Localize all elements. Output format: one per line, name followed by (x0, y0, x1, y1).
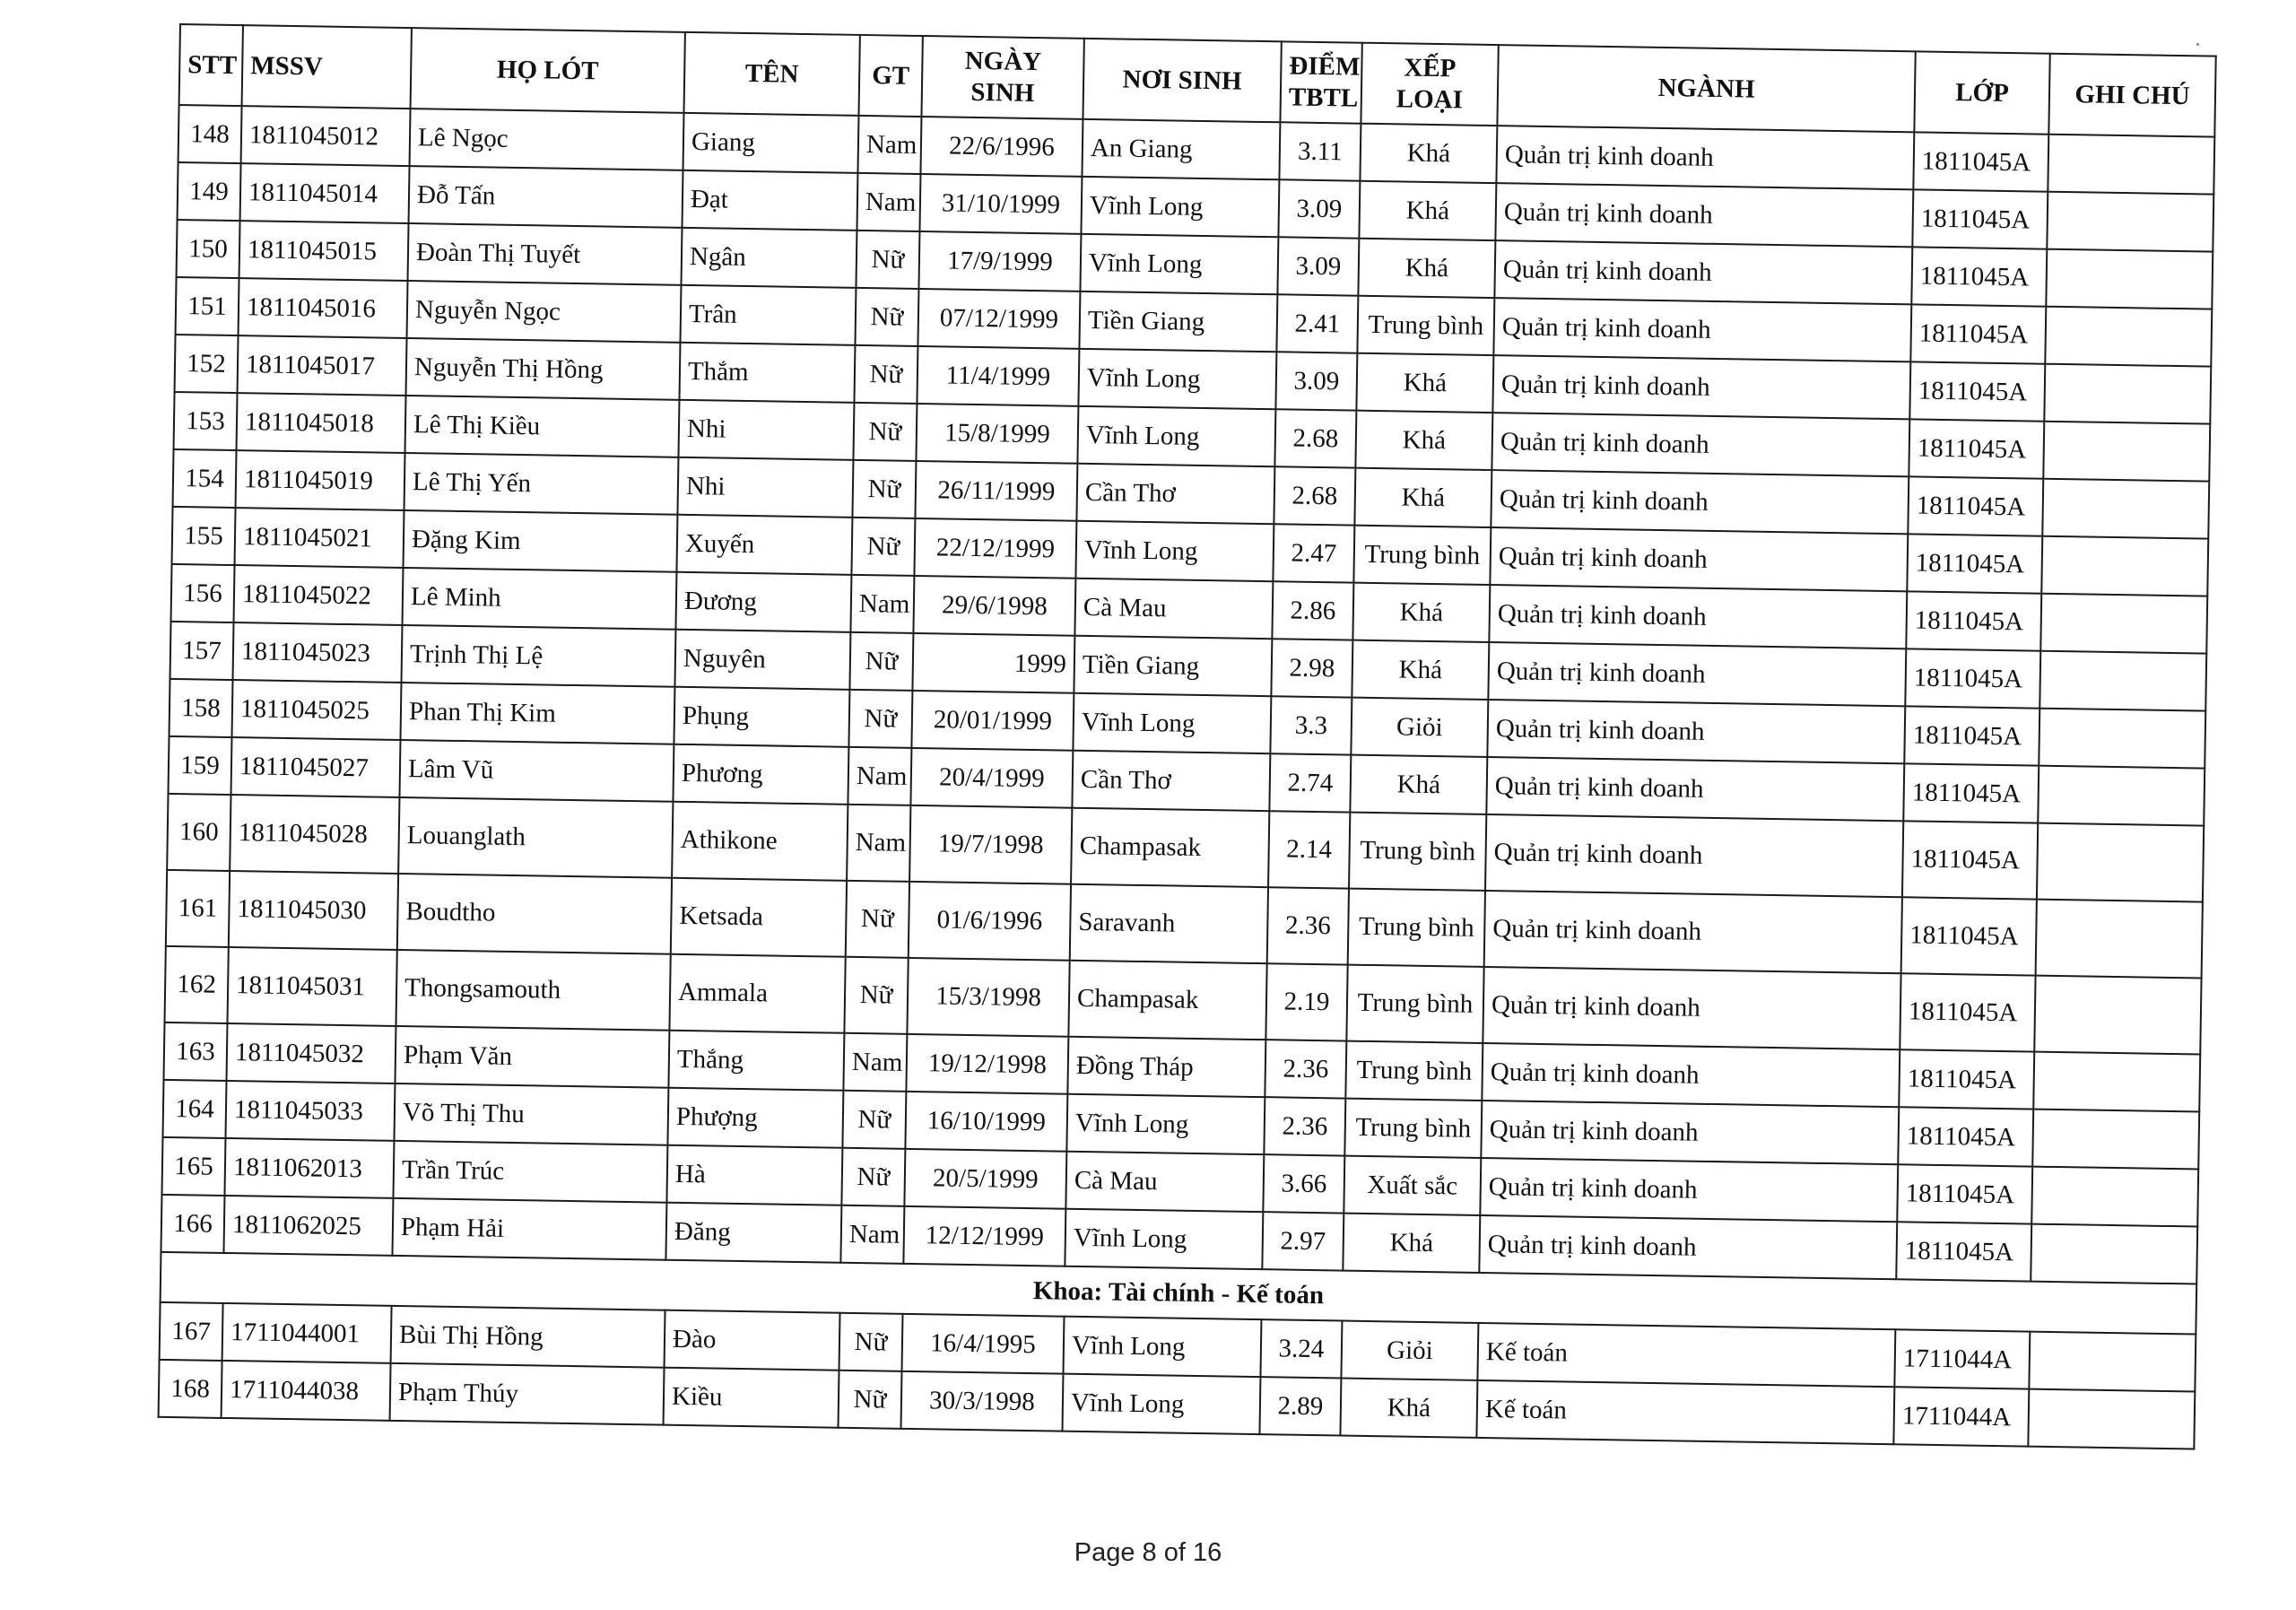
cell-ghi-chu (2033, 1052, 2200, 1112)
cell-ghi-chu (2041, 536, 2208, 596)
cell-stt: 163 (163, 1023, 227, 1081)
cell-ghi-chu (2034, 976, 2201, 1055)
cell-stt: 151 (176, 277, 239, 335)
cell-lop: 1711044A (1894, 1329, 2030, 1388)
cell-mssv: 1811045027 (230, 737, 400, 797)
cell-diem-tbtl: 3.09 (1277, 237, 1359, 295)
cell-xep-loai: Xuất sắc (1344, 1156, 1481, 1215)
cell-nganh: Quản trị kinh doanh (1479, 1215, 1897, 1279)
cell-ghi-chu (2038, 766, 2205, 826)
cell-lop: 1811045A (1909, 419, 2044, 478)
cell-lop: 1811045A (1906, 591, 2041, 650)
cell-diem-tbtl: 2.47 (1273, 524, 1354, 582)
cell-ten: Phương (673, 744, 848, 805)
cell-ten: Đăng (665, 1203, 841, 1263)
cell-gt: Nam (848, 747, 911, 805)
cell-ngay-sinh: 20/4/1999 (910, 748, 1073, 808)
cell-xep-loai: Khá (1352, 640, 1489, 700)
cell-gt: Nữ (841, 1148, 905, 1206)
cell-lop: 1811045A (1899, 1049, 2034, 1109)
cell-ho-lot: Lê Thị Kiều (405, 396, 680, 457)
cell-lop: 1811045A (1901, 897, 2037, 975)
cell-nganh: Quản trị kinh doanh (1484, 891, 1902, 973)
cell-ghi-chu (2036, 900, 2203, 979)
cell-ngay-sinh: 1999 (912, 633, 1074, 693)
cell-gt: Nam (843, 1033, 907, 1092)
cell-ten: Ketsada (671, 878, 847, 957)
cell-ho-lot: Lê Thị Yến (404, 453, 679, 515)
cell-gt: Nữ (855, 288, 918, 346)
cell-xep-loai: Khá (1340, 1379, 1477, 1438)
cell-stt: 165 (161, 1137, 225, 1196)
header-ghi-chu: GHI CHÚ (2048, 54, 2215, 137)
cell-ngay-sinh: 12/12/1999 (903, 1206, 1065, 1266)
cell-ghi-chu (2043, 422, 2210, 482)
cell-lop: 1711044A (1893, 1387, 2029, 1446)
cell-ngay-sinh: 16/4/1995 (901, 1314, 1064, 1374)
cell-noi-sinh: Vĩnh Long (1062, 1374, 1260, 1434)
cell-diem-tbtl: 2.41 (1276, 294, 1358, 352)
cell-ten: Đào (665, 1310, 840, 1371)
cell-mssv: 1811045012 (241, 106, 411, 166)
cell-mssv: 1811045021 (235, 508, 404, 568)
cell-stt: 152 (175, 335, 239, 393)
cell-ngay-sinh: 19/7/1998 (909, 805, 1072, 884)
cell-diem-tbtl: 2.36 (1267, 887, 1349, 964)
cell-gt: Nam (857, 116, 921, 174)
cell-gt: Nam (850, 575, 914, 633)
cell-ten: Nguyên (674, 630, 850, 690)
cell-gt: Nữ (838, 1371, 901, 1429)
cell-stt: 153 (174, 392, 238, 450)
cell-nganh: Kế toán (1477, 1323, 1895, 1387)
cell-stt: 168 (159, 1360, 222, 1418)
cell-nganh: Quản trị kinh doanh (1496, 126, 1914, 189)
cell-stt: 155 (172, 507, 236, 565)
cell-mssv: 1811045022 (234, 565, 404, 625)
header-gt: GT (858, 35, 922, 117)
section-title: Khoa: Tài chính - Kế toán (161, 1252, 2197, 1335)
cell-ten: Đương (675, 572, 851, 632)
cell-ngay-sinh: 17/9/1999 (918, 231, 1081, 292)
cell-mssv: 1811045030 (229, 871, 398, 950)
cell-ho-lot: Lê Minh (402, 568, 676, 630)
cell-ghi-chu (2045, 307, 2212, 367)
cell-noi-sinh: Vĩnh Long (1075, 521, 1274, 581)
cell-ngay-sinh: 15/3/1998 (907, 958, 1069, 1037)
cell-gt: Nữ (849, 632, 913, 691)
header-xep-loai-line2: LOẠI (1396, 84, 1464, 115)
cell-noi-sinh: Cà Mau (1065, 1152, 1264, 1212)
cell-ngay-sinh: 26/11/1999 (915, 461, 1077, 521)
cell-ghi-chu (2048, 135, 2214, 195)
cell-mssv: 1811045025 (232, 680, 402, 740)
cell-lop: 1811045A (1898, 1107, 2033, 1166)
cell-noi-sinh: Vĩnh Long (1077, 406, 1275, 466)
cell-diem-tbtl: 2.74 (1269, 753, 1351, 812)
cell-ho-lot: Nguyễn Ngọc (407, 281, 682, 343)
header-noi-sinh: NƠI SINH (1083, 39, 1281, 122)
cell-ngay-sinh: 15/8/1999 (916, 404, 1078, 464)
cell-stt: 150 (177, 220, 240, 278)
cell-nganh: Quản trị kinh doanh (1481, 1101, 1899, 1164)
cell-mssv: 1811045023 (233, 622, 403, 683)
cell-nganh: Quản trị kinh doanh (1480, 1158, 1898, 1222)
cell-ten: Nhi (678, 400, 854, 460)
cell-ghi-chu (2047, 192, 2213, 252)
cell-diem-tbtl: 2.68 (1274, 466, 1355, 525)
page-number: Page 8 of 16 (1074, 1538, 1222, 1567)
cell-ho-lot: Boudtho (397, 874, 672, 954)
cell-noi-sinh: Tiền Giang (1074, 636, 1272, 696)
cell-ghi-chu (2042, 479, 2209, 539)
cell-ngay-sinh: 07/12/1999 (918, 289, 1080, 349)
cell-ten: Ammala (669, 954, 845, 1033)
cell-ho-lot: Đặng Kim (403, 510, 677, 572)
cell-xep-loai: Trung bình (1345, 1041, 1483, 1101)
cell-noi-sinh: Vĩnh Long (1080, 234, 1278, 294)
cell-ghi-chu (2039, 651, 2206, 711)
cell-gt: Nữ (846, 881, 909, 958)
cell-lop: 1811045A (1908, 476, 2043, 535)
header-xep-loai (1361, 43, 1498, 126)
cell-ten: Trân (680, 285, 856, 345)
cell-mssv: 1811045016 (239, 278, 408, 338)
cell-noi-sinh: Vĩnh Long (1073, 693, 1271, 753)
cell-gt: Nữ (839, 1313, 903, 1371)
cell-noi-sinh: Vĩnh Long (1065, 1209, 1263, 1269)
cell-ngay-sinh: 11/4/1999 (917, 346, 1079, 406)
cell-nganh: Quản trị kinh doanh (1482, 1043, 1900, 1107)
cell-gt: Nữ (844, 957, 908, 1034)
cell-ho-lot: Phạm Văn (395, 1026, 669, 1088)
cell-ten: Đạt (682, 170, 857, 231)
cell-diem-tbtl: 2.19 (1265, 963, 1347, 1040)
cell-ho-lot: Nguyễn Thị Hồng (406, 338, 681, 400)
cell-xep-loai: Khá (1355, 411, 1492, 470)
cell-stt: 149 (178, 162, 241, 221)
cell-noi-sinh: Cần Thơ (1072, 751, 1270, 811)
cell-nganh: Quản trị kinh doanh (1493, 298, 1911, 361)
header-diem-line2: TBTL (1288, 83, 1359, 113)
cell-xep-loai: Trung bình (1349, 813, 1486, 891)
cell-ngay-sinh: 20/01/1999 (911, 691, 1074, 751)
cell-ghi-chu (2031, 1167, 2198, 1227)
cell-mssv: 1811045028 (230, 795, 399, 874)
header-ho-lot: HỌ LÓT (411, 28, 685, 113)
cell-xep-loai: Giỏi (1341, 1321, 1478, 1380)
cell-lop: 1811045A (1905, 648, 2040, 708)
cell-stt: 162 (165, 946, 229, 1023)
cell-lop: 1811045A (1912, 189, 2048, 248)
cell-diem-tbtl: 2.68 (1274, 409, 1356, 467)
cell-noi-sinh: Cà Mau (1074, 579, 1273, 639)
cell-noi-sinh: Tiền Giang (1079, 292, 1277, 352)
cell-ten: Nhi (677, 457, 853, 518)
cell-mssv: 1811062013 (224, 1138, 394, 1198)
cell-stt: 166 (161, 1195, 224, 1253)
cell-diem-tbtl: 3.66 (1263, 1154, 1344, 1213)
cell-xep-loai: Khá (1356, 353, 1493, 413)
cell-ho-lot: Bùi Thị Hồng (391, 1306, 665, 1368)
cell-xep-loai: Khá (1354, 468, 1492, 527)
cell-stt: 161 (166, 870, 230, 947)
cell-diem-tbtl: 2.97 (1262, 1212, 1344, 1270)
cell-xep-loai: Khá (1352, 583, 1490, 642)
cell-stt: 167 (160, 1302, 223, 1361)
cell-nganh: Quản trị kinh doanh (1490, 527, 1908, 591)
cell-ten: Ngân (681, 228, 857, 288)
cell-ho-lot: Đoàn Thị Tuyết (408, 223, 683, 285)
cell-ghi-chu (2029, 1332, 2196, 1392)
cell-lop: 1811045A (1904, 706, 2039, 765)
cell-ho-lot: Đỗ Tấn (409, 166, 683, 228)
cell-gt: Nữ (851, 518, 915, 576)
cell-stt: 158 (170, 679, 233, 737)
cell-lop: 1811045A (1897, 1164, 2032, 1223)
cell-ten: Thắm (679, 343, 855, 403)
cell-lop: 1811045A (1913, 132, 2048, 191)
header-diem (1280, 41, 1361, 123)
cell-ten: Phụng (674, 687, 849, 747)
cell-ngay-sinh: 20/5/1999 (904, 1149, 1066, 1209)
cell-lop: 1811045A (1907, 534, 2042, 593)
cell-xep-loai: Khá (1360, 124, 1497, 183)
cell-gt: Nam (847, 805, 910, 882)
header-stt: STT (179, 24, 243, 106)
cell-diem-tbtl: 3.09 (1275, 352, 1357, 410)
cell-ho-lot: Phạm Thúy (390, 1363, 665, 1425)
cell-xep-loai: Khá (1343, 1214, 1480, 1273)
cell-stt: 157 (170, 622, 234, 680)
cell-gt: Nữ (856, 231, 919, 289)
cell-ngay-sinh: 30/3/1998 (900, 1371, 1063, 1432)
cell-ghi-chu (2032, 1110, 2199, 1170)
cell-ten: Giang (683, 113, 858, 173)
header-ngay-sinh (921, 36, 1083, 119)
header-ngay-sinh-line1: NGÀY (964, 46, 1042, 77)
cell-ngay-sinh: 29/6/1998 (913, 576, 1075, 636)
cell-lop: 1811045A (1900, 973, 2035, 1051)
cell-mssv: 1811045015 (239, 221, 409, 281)
cell-ten: Thắng (668, 1031, 844, 1091)
header-nganh: NGÀNH (1497, 45, 1915, 132)
cell-ten: Phượng (667, 1088, 843, 1148)
cell-mssv: 1811045033 (225, 1081, 395, 1141)
cell-noi-sinh: Cần Thơ (1076, 464, 1274, 524)
cell-mssv: 1811062025 (223, 1196, 393, 1256)
cell-ngay-sinh: 31/10/1999 (919, 174, 1082, 234)
cell-gt: Nữ (842, 1091, 906, 1149)
cell-ho-lot: Phan Thị Kim (400, 683, 674, 744)
cell-nganh: Quản trị kinh doanh (1492, 413, 1909, 476)
cell-mssv: 1711044038 (222, 1361, 391, 1421)
cell-lop: 1811045A (1910, 304, 2046, 363)
cell-mssv: 1811045017 (238, 335, 407, 396)
cell-ho-lot: Võ Thị Thu (394, 1083, 668, 1145)
cell-gt: Nữ (854, 345, 918, 404)
cell-noi-sinh: Vĩnh Long (1063, 1317, 1261, 1377)
cell-nganh: Quản trị kinh doanh (1491, 470, 1909, 534)
cell-diem-tbtl: 2.14 (1268, 811, 1350, 888)
cell-nganh: Quản trị kinh doanh (1492, 355, 1910, 419)
cell-ngay-sinh: 22/12/1999 (914, 518, 1076, 579)
cell-ghi-chu (2040, 594, 2207, 654)
cell-noi-sinh: Champasak (1071, 808, 1269, 887)
cell-xep-loai: Trung bình (1353, 526, 1491, 585)
cell-stt: 164 (162, 1080, 226, 1138)
cell-nganh: Quản trị kinh doanh (1494, 240, 1912, 304)
cell-ten: Xuyến (676, 515, 852, 575)
cell-mssv: 1811045019 (236, 450, 405, 510)
document-sheet (158, 23, 2215, 1449)
cell-nganh: Quản trị kinh doanh (1488, 642, 1906, 706)
header-mssv: MSSV (242, 25, 412, 109)
cell-diem-tbtl: 2.89 (1259, 1377, 1341, 1435)
cell-diem-tbtl: 3.09 (1278, 179, 1360, 238)
cell-diem-tbtl: 3.11 (1279, 122, 1361, 180)
cell-nganh: Quản trị kinh doanh (1486, 757, 1904, 821)
header-ten: TÊN (684, 32, 860, 116)
cell-ngay-sinh: 22/6/1996 (920, 117, 1083, 177)
cell-ho-lot: Lê Ngọc (410, 109, 684, 170)
cell-ghi-chu (2044, 364, 2211, 424)
header-ngay-sinh-line2: SINH (970, 77, 1035, 108)
cell-mssv: 1811045032 (226, 1023, 396, 1083)
cell-noi-sinh: Đồng Tháp (1067, 1037, 1265, 1097)
cell-ghi-chu (2037, 823, 2204, 902)
cell-noi-sinh: Vĩnh Long (1081, 177, 1279, 237)
cell-nganh: Kế toán (1476, 1380, 1894, 1444)
cell-gt: Nữ (848, 690, 912, 748)
cell-stt: 156 (171, 564, 235, 622)
cell-stt: 154 (173, 449, 237, 508)
cell-ho-lot: Trần Trúc (393, 1141, 667, 1203)
table-body (159, 105, 2215, 1449)
cell-xep-loai: Trung bình (1346, 965, 1483, 1043)
cell-xep-loai: Trung bình (1357, 296, 1494, 355)
cell-ghi-chu (2031, 1224, 2197, 1284)
cell-xep-loai: Khá (1358, 239, 1495, 298)
cell-diem-tbtl: 2.36 (1264, 1097, 1345, 1155)
cell-lop: 1811045A (1902, 821, 2038, 899)
cell-noi-sinh: Saravanh (1070, 884, 1268, 963)
cell-lop: 1811045A (1896, 1222, 2031, 1281)
cell-mssv: 1811045031 (227, 947, 396, 1026)
cell-ten: Hà (666, 1145, 842, 1205)
cell-ngay-sinh: 01/6/1996 (909, 882, 1071, 961)
scan-dot (2196, 43, 2199, 46)
cell-ngay-sinh: 19/12/1998 (906, 1034, 1068, 1094)
cell-nganh: Quản trị kinh doanh (1489, 585, 1907, 648)
cell-lop: 1811045A (1911, 247, 2047, 306)
cell-diem-tbtl: 2.36 (1265, 1040, 1346, 1098)
cell-gt: Nữ (853, 403, 917, 461)
cell-noi-sinh: Champasak (1068, 961, 1266, 1040)
cell-ghi-chu (2039, 709, 2205, 769)
cell-xep-loai: Giỏi (1351, 698, 1488, 757)
cell-ho-lot: Thongsamouth (396, 950, 670, 1031)
cell-xep-loai: Khá (1359, 181, 1496, 240)
cell-diem-tbtl: 2.86 (1272, 581, 1353, 640)
cell-noi-sinh: Vĩnh Long (1066, 1094, 1265, 1154)
cell-lop: 1811045A (1909, 361, 2045, 421)
cell-ten: Athikone (672, 802, 848, 881)
cell-ngay-sinh: 16/10/1999 (905, 1092, 1067, 1152)
cell-diem-tbtl: 2.98 (1271, 639, 1352, 697)
cell-ten: Kiều (664, 1368, 839, 1428)
cell-diem-tbtl: 3.3 (1270, 696, 1352, 754)
cell-ho-lot: Phạm Hải (392, 1198, 666, 1260)
student-grades-table (158, 23, 2217, 1449)
cell-gt: Nam (857, 173, 920, 231)
cell-stt: 160 (167, 794, 230, 871)
cell-ho-lot: Lâm Vũ (399, 740, 674, 802)
cell-gt: Nam (840, 1205, 904, 1264)
cell-nganh: Quản trị kinh doanh (1485, 814, 1903, 897)
cell-lop: 1811045A (1903, 763, 2039, 822)
cell-nganh: Quản trị kinh doanh (1487, 700, 1905, 763)
cell-mssv: 1811045014 (240, 163, 410, 223)
cell-stt: 159 (169, 736, 232, 795)
cell-stt: 148 (178, 105, 242, 163)
cell-ghi-chu (2028, 1389, 2195, 1449)
cell-xep-loai: Trung bình (1348, 889, 1485, 967)
cell-ho-lot: Louanglath (398, 797, 673, 878)
cell-noi-sinh: An Giang (1082, 119, 1280, 179)
cell-ghi-chu (2046, 249, 2213, 309)
cell-nganh: Quản trị kinh doanh (1483, 967, 1900, 1049)
header-diem-line1: ĐIỂM (1289, 51, 1361, 82)
cell-noi-sinh: Vĩnh Long (1078, 349, 1276, 409)
cell-nganh: Quản trị kinh doanh (1495, 183, 1913, 247)
header-lop: LỚP (1914, 51, 2049, 134)
cell-xep-loai: Khá (1350, 755, 1487, 814)
cell-gt: Nữ (852, 460, 916, 518)
cell-xep-loai: Trung bình (1344, 1099, 1482, 1158)
cell-ho-lot: Trịnh Thị Lệ (401, 625, 675, 687)
cell-mssv: 1711044001 (222, 1303, 392, 1363)
header-xep-loai-line1: XẾP (1404, 53, 1457, 83)
cell-mssv: 1811045018 (237, 393, 406, 453)
cell-diem-tbtl: 3.24 (1260, 1319, 1342, 1378)
